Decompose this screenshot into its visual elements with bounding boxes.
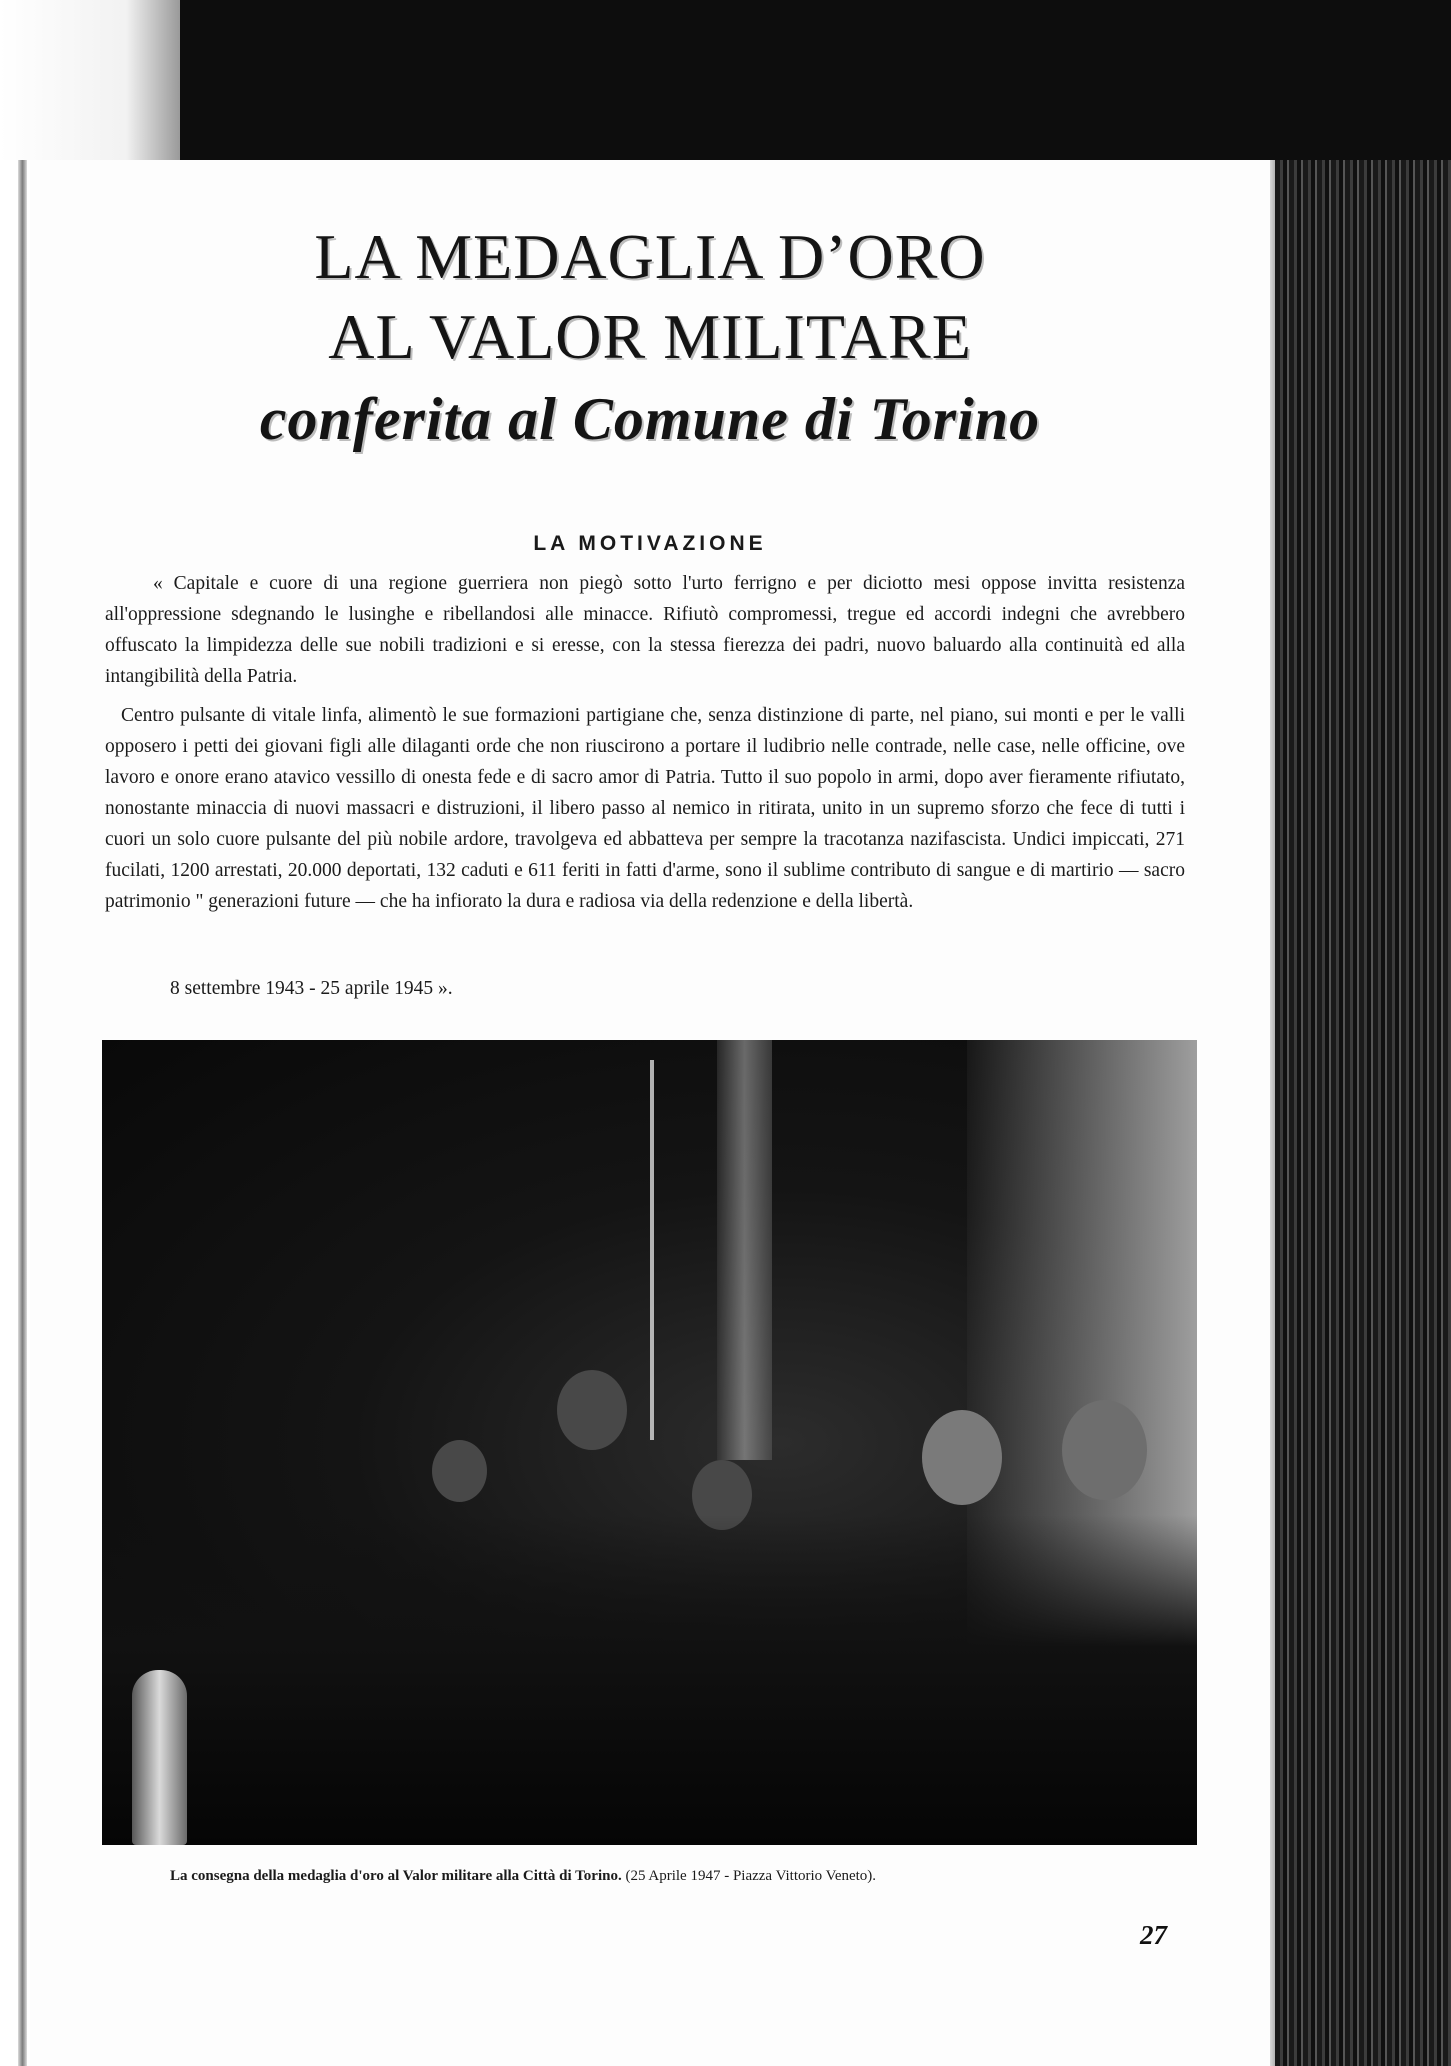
body-paragraph: « Capitale e cuore di una regione guerriera non piegò sotto l'urto ferrigno e per diciotto mesi oppose invitta resistenza all'oppressione sdegnando le lusinghe e ribellandosi alle minacce. Rifiutò compromessi, tregue ed accordi indegni che avrebbero offuscato la limpidezza delle sue nobili tradizioni e si eresse, con la stessa fierezza dei padri, nuovo baluardo alla continuità ed alla intangibilità della Patria.: [105, 573, 1185, 687]
article-title-line-2: AL VALOR MILITARE: [328, 301, 972, 372]
photo-flag: [717, 1040, 772, 1460]
photo-figure: [557, 1370, 627, 1450]
article-subtitle: conferita al Comune di Torino: [259, 386, 1041, 452]
ceremony-photo: [102, 1040, 1197, 1845]
scan-margin-top-left: [0, 0, 180, 160]
article-title-line-1: LA MEDAGLIA D’ORO: [314, 221, 986, 292]
photo-caption-bold: La consegna della medaglia d'oro al Valor militare alla Città di Torino.: [170, 1868, 622, 1884]
photo-lamp: [132, 1670, 187, 1845]
photo-flagpole: [650, 1060, 654, 1440]
photo-crowd: [102, 1515, 1197, 1845]
section-heading: LA MOTIVAZIONE: [533, 532, 767, 555]
date-line: 8 settembre 1943 - 25 aprile 1945 ».: [170, 978, 453, 999]
photo-caption: [170, 1868, 1170, 1885]
body-paragraph: Centro pulsante di vitale linfa, alimentò le sue formazioni partigiane che, senza distinzione di parte, nel piano, sui monti e per le valli opposero i petti dei giovani figli alle dilaganti orde che non riuscirono a portare il ludibrio nelle contrade, nelle case, nelle officine, ove lavoro e onore erano atavico vessillo di onesta fede e di sacro amor di Patria. Tutto il suo popolo in armi, dopo aver fieramente rifiutato, nonostante minaccia di nuovi massacri e distruzioni, il libero passo al nemico in ritirata, unito in un supremo sforzo che fece di tutti i cuori un solo cuore pulsante del più nobile ardore, travolgeva ed abbatteva per sempre la tracotanza nazifascista. Undici impiccati, 271 fucilati, 1200 arrestati, 20.000 deportati, 132 caduti e 611 feriti in fatti d'arme, sono il sublime contributo di sangue e di martirio — sacro patrimonio " generazioni future — che ha infiorato la dura e radiosa via della redenzione e della libertà.: [105, 705, 1185, 912]
scan-dark-band: [180, 0, 1451, 160]
photo-figure: [1062, 1400, 1147, 1500]
document-page: [30, 160, 1270, 2066]
photo-figure: [922, 1410, 1002, 1505]
scan-page-edge: [18, 160, 27, 2066]
photo-caption-date: (25 Aprile 1947 - Piazza Vittorio Veneto).: [625, 1868, 877, 1884]
photo-figure: [432, 1440, 487, 1502]
page-number: 27: [1140, 1920, 1167, 1950]
scan-book-edges: [1275, 160, 1451, 2066]
